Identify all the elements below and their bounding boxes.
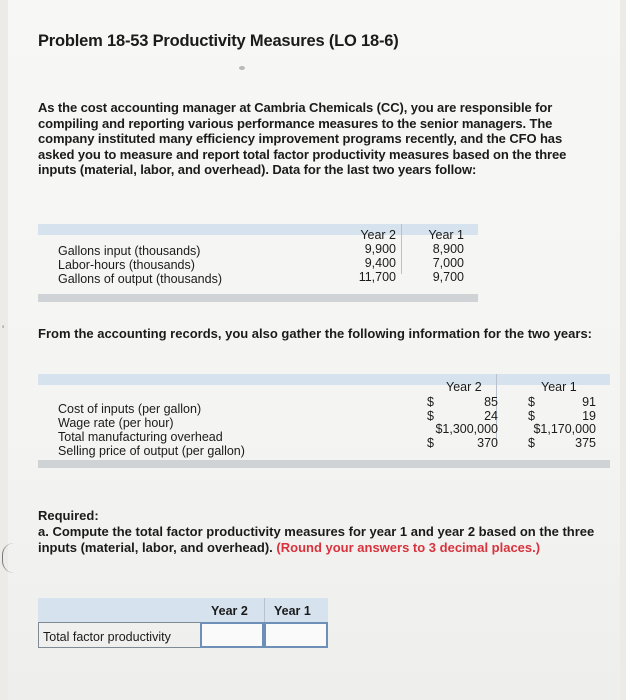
answer-col-year1: Year 1: [274, 604, 311, 618]
answer-table: [38, 598, 328, 650]
year2-productivity-input[interactable]: [200, 622, 264, 648]
required-text: a. Compute the total factor productivity measures for year 1 and year 2 based on the three inputs (material, labor, and overhead).: [38, 524, 595, 555]
col-header-year1: Year 1: [428, 228, 464, 242]
required-heading: Required:: [38, 508, 99, 523]
cell: 8,900: [432, 242, 464, 256]
year1-values: 91 19 $1,170,000 375: [533, 395, 596, 450]
year2-values: 85 24 $1,300,000 370: [435, 395, 498, 450]
year1-productivity-input[interactable]: [264, 622, 328, 648]
cursor-dot: [239, 66, 245, 70]
year1-column: [428, 228, 464, 284]
row-label-overhead: Total manufacturing overhead: [58, 430, 223, 444]
row-label-cost-inputs: Cost of inputs (per gallon): [58, 402, 202, 416]
year2-column: [359, 228, 396, 284]
row-label-labor-hours: Labor-hours (thousands): [58, 258, 195, 272]
rounding-note: (Round your answers to 3 decimal places.): [276, 540, 541, 555]
row-labels: [58, 402, 245, 458]
cell: 9,400: [364, 256, 396, 270]
row-label-wage-rate: Wage rate (per hour): [58, 416, 174, 430]
table-header-band: [38, 374, 610, 385]
answer-header-band: [38, 598, 200, 622]
row-label-selling-price: Selling price of output (per gallon): [58, 444, 245, 458]
year1-productivity-field[interactable]: [266, 624, 330, 648]
margin-bracket: [2, 543, 15, 573]
col-header-year2: Year 2: [446, 380, 482, 394]
accounting-paragraph: From the accounting records, you also gather the following information for the two years:: [38, 326, 592, 341]
table-footer-band: [38, 294, 478, 302]
answer-col-year2: Year 2: [211, 604, 248, 618]
problem-title: Problem 18-53 Productivity Measures (LO 18-6): [38, 32, 399, 50]
row-label-gallons-output: Gallons of output (thousands): [58, 272, 222, 286]
production-data-table: [38, 224, 478, 306]
margin-mark: ': [2, 324, 5, 336]
row-label-gallons-input: Gallons input (thousands): [58, 244, 201, 258]
table-footer-band: [38, 460, 610, 468]
answer-row-label: Total factor productivity: [43, 630, 171, 644]
cost-data-table: [38, 374, 610, 470]
col-header-year1: Year 1: [541, 380, 577, 394]
col-header-year2: Year 2: [360, 228, 396, 242]
cell: 11,700: [358, 270, 396, 284]
year1-currency: $ $ $: [528, 395, 535, 450]
intro-paragraph: As the cost accounting manager at Cambria Chemicals (CC), you are responsible for compiling and reporting various performance measures to the senior managers. The company instituted many efficiency improvement programs recently, and the CFO has asked you to measure and report total factor productivity measures based on the three inputs (material, labor, and overhead). Data for the last two years follow:: [38, 100, 567, 177]
year2-productivity-field[interactable]: [202, 624, 266, 648]
cell: 9,900: [364, 242, 396, 256]
required-section: [38, 508, 598, 556]
cell: 9,700: [432, 270, 464, 284]
cell: 7,000: [432, 256, 464, 270]
row-labels: [58, 244, 222, 286]
year2-currency: $ $ $: [427, 395, 434, 450]
table-header-band: [38, 224, 478, 235]
